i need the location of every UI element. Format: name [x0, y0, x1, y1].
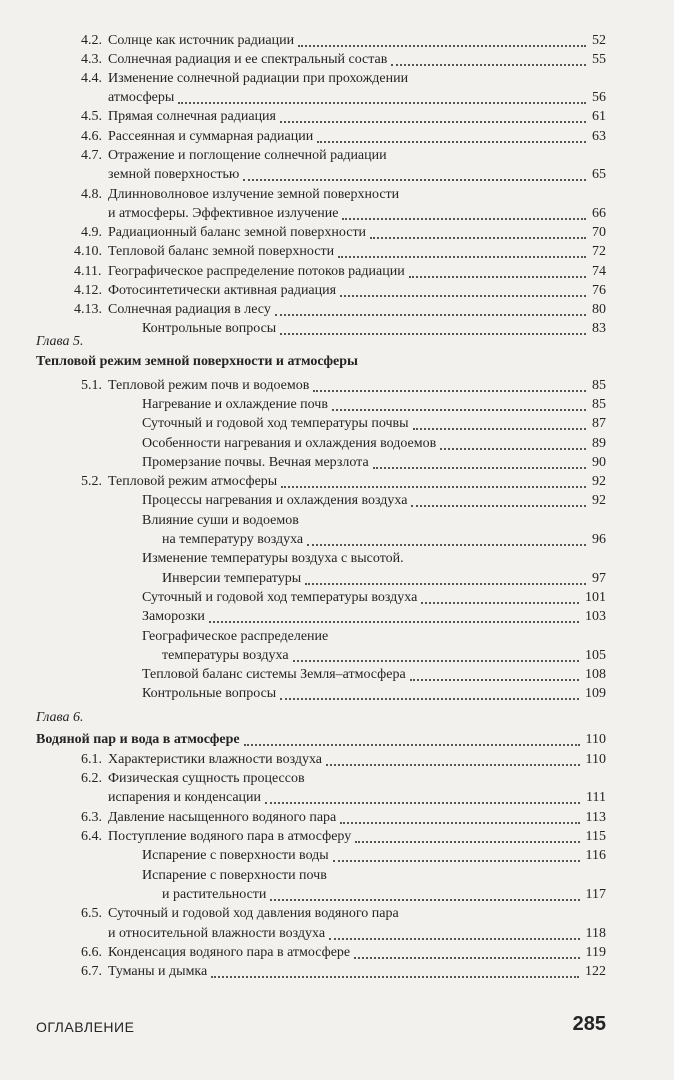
toc-entry	[0, 846, 674, 865]
toc-entry-title: и атмосферы. Эффективное излучение	[108, 206, 339, 221]
toc-entry-title: Влияние суши и водоемов	[142, 513, 299, 528]
leader-dots	[178, 101, 586, 104]
leader-dots	[265, 801, 580, 804]
footer-page-number: 285	[572, 1013, 606, 1035]
toc-entry-title: Солнечная радиация и ее спектральный состав	[108, 52, 388, 67]
toc-entry-title: Заморозки	[142, 609, 205, 624]
leader-dots	[293, 659, 579, 662]
leader-dots	[333, 859, 580, 862]
toc-entry-title: Радиационный баланс земной поверхности	[108, 225, 367, 240]
toc-entry	[0, 185, 674, 204]
toc-entry	[0, 788, 674, 807]
toc-entry	[0, 107, 674, 126]
leader-dots	[354, 956, 579, 959]
toc-entry-title: Солнечная радиация в лесу	[108, 302, 271, 317]
toc-entry	[0, 549, 674, 568]
toc-entry-page: 101	[585, 590, 606, 605]
toc-entry-title: Отражение и поглощение солнечной радиации	[108, 148, 387, 163]
toc-entry-title: Водяной пар и вода в атмосфере	[36, 732, 240, 747]
toc-entry-title: Тепловой режим атмосферы	[108, 474, 278, 489]
toc-entry	[0, 588, 674, 607]
toc-entry-page: 61	[592, 109, 606, 124]
leader-dots	[307, 543, 586, 546]
toc-entry	[0, 885, 674, 904]
toc-entry-title: Нагревание и охлаждение почв	[142, 397, 328, 412]
toc-entry-title: Фотосинтетически активная радиация	[108, 283, 337, 298]
toc-entry-page: 92	[592, 493, 606, 508]
leader-dots	[280, 697, 579, 700]
toc-entry-page: 66	[592, 206, 606, 221]
toc-entry-page: 55	[592, 52, 606, 67]
toc-entry	[0, 665, 674, 684]
toc-entry-title: Поступление водяного пара в атмосферу	[108, 829, 352, 844]
toc-entry-page: 110	[585, 752, 606, 767]
toc-entry	[0, 962, 674, 981]
toc-entry-page: 113	[585, 810, 606, 825]
leader-dots	[281, 485, 586, 488]
toc-entry	[0, 866, 674, 885]
toc-entry-page: 122	[585, 964, 606, 979]
toc-entry	[0, 414, 674, 433]
toc-entry-number: 5.1.	[81, 378, 102, 393]
toc-entry-page: 70	[592, 225, 606, 240]
toc-entry-title: Характеристики влажности воздуха	[108, 752, 323, 767]
toc-entry-title: Туманы и дымка	[108, 964, 208, 979]
chapter-6-label: Глава 6.	[36, 710, 84, 725]
toc-entry-page: 103	[585, 609, 606, 624]
toc-entry-title: Географическое распределение потоков радиации	[108, 264, 405, 279]
toc-entry-page: 65	[592, 167, 606, 182]
toc-entry-title: Тепловой режим почв и водоемов	[108, 378, 310, 393]
toc-entry-title: Изменение температуры воздуха с высотой.	[142, 551, 404, 566]
toc-entry	[0, 530, 674, 549]
toc-entry-number: 4.6.	[81, 129, 102, 144]
toc-entry-page: 76	[592, 283, 606, 298]
leader-dots	[338, 255, 586, 258]
toc-entry-page: 96	[592, 532, 606, 547]
toc-entry	[0, 146, 674, 165]
toc-entry-page: 109	[585, 686, 606, 701]
toc-entry	[0, 646, 674, 665]
toc-entry-title: Процессы нагревания и охлаждения воздуха	[142, 493, 408, 508]
toc-entry-page: 56	[592, 90, 606, 105]
toc-entry	[0, 127, 674, 146]
toc-entry-number: 6.4.	[81, 829, 102, 844]
toc-entry-page: 118	[585, 926, 606, 941]
toc-entry	[0, 943, 674, 962]
toc-entry-title: Особенности нагревания и охлаждения водоемов	[142, 436, 437, 451]
toc-entry	[0, 730, 674, 749]
toc-entry	[0, 924, 674, 943]
toc-entry	[0, 769, 674, 788]
toc-entry	[0, 750, 674, 769]
toc-entry-title: земной поверхностью	[108, 167, 240, 182]
leader-dots	[326, 763, 580, 766]
leader-dots	[421, 601, 579, 604]
toc-entry	[0, 827, 674, 846]
toc-entry-number: 4.9.	[81, 225, 102, 240]
leader-dots	[317, 140, 586, 143]
toc-entry-page: 119	[585, 945, 606, 960]
toc-entry-number: 6.5.	[81, 906, 102, 921]
toc-entry-title: Суточный и годовой ход температуры воздуха	[142, 590, 418, 605]
leader-dots	[355, 840, 579, 843]
toc-entry-page: 92	[592, 474, 606, 489]
toc-entry	[0, 204, 674, 223]
toc-entry-title: Суточный и годовой ход температуры почвы	[142, 416, 409, 431]
leader-dots	[342, 217, 586, 220]
toc-entry	[0, 50, 674, 69]
leader-dots	[298, 44, 586, 47]
toc-entry-number: 4.8.	[81, 187, 102, 202]
toc-entry-number: 4.11.	[74, 264, 102, 279]
toc-entry	[0, 569, 674, 588]
toc-entry-number: 4.4.	[81, 71, 102, 86]
toc-entry-page: 83	[592, 321, 606, 336]
toc-entry-number: 6.2.	[81, 771, 102, 786]
toc-entry-page: 52	[592, 33, 606, 48]
toc-entry	[0, 395, 674, 414]
toc-entry-number: 6.1.	[81, 752, 102, 767]
toc-entry	[0, 684, 674, 703]
toc-entry	[0, 376, 674, 395]
leader-dots	[275, 313, 586, 316]
toc-entry	[0, 281, 674, 300]
leader-dots	[340, 821, 579, 824]
toc-entry-page: 90	[592, 455, 606, 470]
toc-entry-page: 85	[592, 397, 606, 412]
leader-dots	[211, 975, 579, 978]
toc-entry-page: 111	[586, 790, 606, 805]
toc-entry	[0, 319, 674, 338]
toc-entry	[0, 69, 674, 88]
toc-entry	[0, 472, 674, 491]
leader-dots	[243, 178, 586, 181]
toc-entry	[0, 300, 674, 319]
toc-entry-page: 80	[592, 302, 606, 317]
toc-entry-title: Испарение с поверхности воды	[142, 848, 329, 863]
chapter-5-label: Глава 5.	[36, 334, 84, 349]
toc-entry-page: 105	[585, 648, 606, 663]
toc-entry	[0, 262, 674, 281]
toc-entry-title: и относительной влажности воздуха	[108, 926, 326, 941]
toc-entry-title: Контрольные вопросы	[142, 321, 277, 336]
toc-entry-page: 87	[592, 416, 606, 431]
toc-entry-page: 115	[585, 829, 606, 844]
toc-entry-number: 4.13.	[74, 302, 102, 317]
toc-entry-title: Солнце как источник радиации	[108, 33, 295, 48]
toc-entry-page: 74	[592, 264, 606, 279]
toc-entry-title: Длинноволновое излучение земной поверхности	[108, 187, 400, 202]
leader-dots	[370, 236, 586, 239]
toc-entry-title: Контрольные вопросы	[142, 686, 277, 701]
toc-entry	[0, 434, 674, 453]
toc-entry-number: 4.3.	[81, 52, 102, 67]
leader-dots	[280, 120, 586, 123]
toc-entry-page: 85	[592, 378, 606, 393]
toc-entry	[0, 511, 674, 530]
toc-entry-page: 117	[585, 887, 606, 902]
toc-entry-title: Прямая солнечная радиация	[108, 109, 276, 124]
toc-entry-page: 89	[592, 436, 606, 451]
toc-entry-number: 4.5.	[81, 109, 102, 124]
leader-dots	[340, 294, 586, 297]
toc-entry-page: 110	[585, 732, 606, 747]
toc-entry-page: 108	[585, 667, 606, 682]
toc-entry-title: Конденсация водяного пара в атмосфере	[108, 945, 351, 960]
toc-entry-title: Испарение с поверхности почв	[142, 868, 327, 883]
toc-entry-title: Суточный и годовой ход давления водяного пара	[108, 906, 399, 921]
toc-entry-title: Физическая сущность процессов	[108, 771, 305, 786]
leader-dots	[410, 678, 579, 681]
toc-entry-title: Давление насыщенного водяного пара	[108, 810, 337, 825]
leader-dots	[244, 743, 580, 746]
toc-entry-number: 4.7.	[81, 148, 102, 163]
footer-label: ОГЛАВЛЕНИЕ	[36, 1019, 135, 1035]
toc-entry	[0, 165, 674, 184]
toc-entry-number: 4.10.	[74, 244, 102, 259]
toc-entry-title: Тепловой баланс системы Земля–атмосфера	[142, 667, 406, 682]
toc-entry	[0, 453, 674, 472]
toc-entry-page: 97	[592, 571, 606, 586]
toc-entry-number: 6.7.	[81, 964, 102, 979]
toc-entry	[0, 904, 674, 923]
toc-entry-number: 6.3.	[81, 810, 102, 825]
leader-dots	[332, 408, 586, 411]
toc-entry	[0, 808, 674, 827]
toc-entry-title: Тепловой баланс земной поверхности	[108, 244, 335, 259]
toc-entry-title: Изменение солнечной радиации при прохождении	[108, 71, 409, 86]
toc-entry-title: Инверсии температуры	[162, 571, 302, 586]
leader-dots	[270, 898, 579, 901]
toc-entry	[0, 242, 674, 261]
leader-dots	[305, 582, 586, 585]
chapter-5-title: Тепловой режим земной поверхности и атмосферы	[36, 354, 358, 369]
leader-dots	[373, 466, 586, 469]
toc-entry-page: 116	[585, 848, 606, 863]
leader-dots	[391, 63, 586, 66]
leader-dots	[209, 620, 579, 623]
toc-entry	[0, 31, 674, 50]
toc-entry-title: Рассеянная и суммарная радиации	[108, 129, 314, 144]
toc-entry-title: Промерзание почвы. Вечная мерзлота	[142, 455, 369, 470]
toc-entry-title: на температуру воздуха	[162, 532, 304, 547]
leader-dots	[280, 332, 586, 335]
toc-entry	[0, 223, 674, 242]
toc-entry-number: 4.2.	[81, 33, 102, 48]
toc-entry-title: и растительности	[162, 887, 267, 902]
toc-entry-title: испарения и конденсации	[108, 790, 262, 805]
toc-entry-page: 63	[592, 129, 606, 144]
toc-entry-number: 5.2.	[81, 474, 102, 489]
toc-entry	[0, 491, 674, 510]
toc-entry-number: 4.12.	[74, 283, 102, 298]
toc-entry-title: атмосферы	[108, 90, 175, 105]
toc-entry-page: 72	[592, 244, 606, 259]
toc-entry	[0, 88, 674, 107]
toc-entry	[0, 627, 674, 646]
leader-dots	[313, 389, 586, 392]
toc-entry	[0, 607, 674, 626]
leader-dots	[329, 937, 579, 940]
toc-entry-number: 6.6.	[81, 945, 102, 960]
toc-entry-title: Географическое распределение	[142, 629, 329, 644]
toc-entry-title: температуры воздуха	[162, 648, 289, 663]
